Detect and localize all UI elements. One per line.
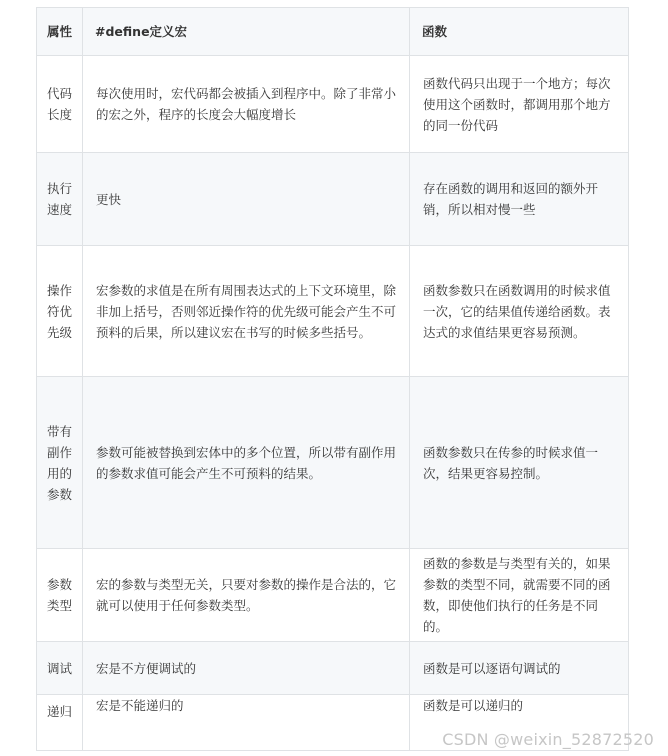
table-row xyxy=(37,246,629,377)
row-macro-cell: 更快 xyxy=(83,153,410,246)
row-function-cell: 函数是可以递归的 xyxy=(410,695,629,751)
row-function-cell: 函数参数只在函数调用的时候求值一次，它的结果值传递给函数。表达式的求值结果更容易预测。 xyxy=(410,246,629,377)
row-attribute: 代码长度 xyxy=(37,56,83,153)
header-macro: #define定义宏 xyxy=(83,8,410,56)
header-attribute: 属性 xyxy=(37,8,83,56)
header-function: 函数 xyxy=(410,8,629,56)
row-function-cell: 存在函数的调用和返回的额外开销，所以相对慢一些 xyxy=(410,153,629,246)
row-function-cell: 函数的参数是与类型有关的，如果参数的类型不同，就需要不同的函数，即使他们执行的任务是不同的。 xyxy=(410,549,629,642)
row-macro-cell: 每次使用时，宏代码都会被插入到程序中。除了非常小的宏之外，程序的长度会大幅度增长 xyxy=(83,56,410,153)
csdn-watermark: CSDN @weixin_52872520 xyxy=(442,730,654,749)
row-attribute: 操作符优先级 xyxy=(37,246,83,377)
table-row xyxy=(37,153,629,246)
row-function-cell: 函数是可以逐语句调试的 xyxy=(410,642,629,695)
row-macro-cell: 宏是不方便调试的 xyxy=(83,642,410,695)
row-attribute: 递归 xyxy=(37,695,83,751)
row-function-cell: 函数参数只在传参的时候求值一次，结果更容易控制。 xyxy=(410,377,629,549)
row-attribute: 执行速度 xyxy=(37,153,83,246)
table-row xyxy=(37,549,629,642)
row-macro-cell: 参数可能被替换到宏体中的多个位置，所以带有副作用的参数求值可能会产生不可预料的结果。 xyxy=(83,377,410,549)
comparison-table xyxy=(36,7,629,751)
row-attribute: 调试 xyxy=(37,642,83,695)
row-macro-cell: 宏是不能递归的 xyxy=(83,695,410,751)
row-attribute: 参数类型 xyxy=(37,549,83,642)
table-row xyxy=(37,642,629,695)
table-header-row xyxy=(37,8,629,56)
row-function-cell: 函数代码只出现于一个地方；每次使用这个函数时，都调用那个地方的同一份代码 xyxy=(410,56,629,153)
row-macro-cell: 宏的参数与类型无关，只要对参数的操作是合法的，它就可以使用于任何参数类型。 xyxy=(83,549,410,642)
table-row xyxy=(37,56,629,153)
row-macro-cell: 宏参数的求值是在所有周围表达式的上下文环境里，除非加上括号，否则邻近操作符的优先级可能会产生不可预料的后果，所以建议宏在书写的时候多些括号。 xyxy=(83,246,410,377)
row-attribute: 带有副作用的参数 xyxy=(37,377,83,549)
table-row xyxy=(37,377,629,549)
